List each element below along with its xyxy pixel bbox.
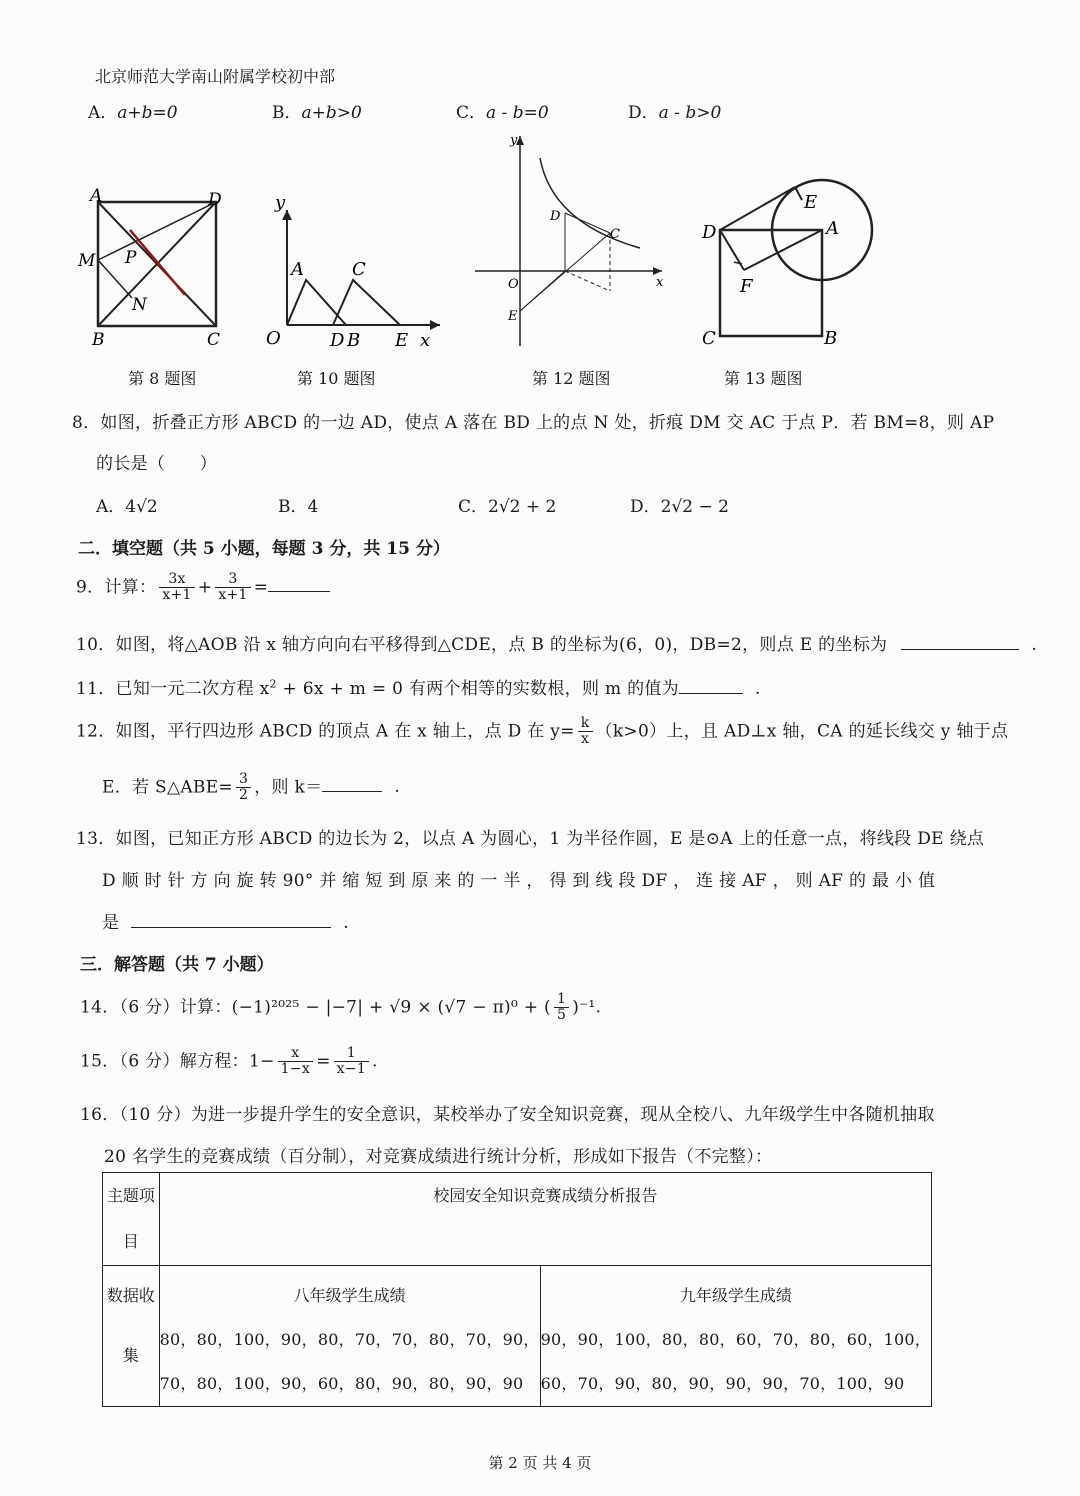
fig13-label-c: C — [702, 328, 716, 349]
row1-label: 主题项目 — [103, 1173, 160, 1266]
q12-line2: E．若 S△ABE= $\frac{3}{2}$ ，则 k＝ . — [102, 771, 401, 804]
report-table — [102, 1172, 932, 1407]
fig10-label-e: E — [395, 330, 409, 351]
q13-line2: D 顺 时 针 方 向 旋 转 90° 并 缩 短 到 原 来 的 一 半 ， 得 到 线 段 DF ， 连 接 AF ， 则 AF 的 最 小 值 — [102, 871, 936, 891]
grade9-cell — [540, 1266, 931, 1407]
q13-answer-blank[interactable] — [131, 927, 331, 928]
fig8-label-a: A — [90, 186, 103, 206]
report-data-row — [103, 1266, 932, 1407]
fig10-label-y: y — [275, 192, 286, 213]
fig12-label-d: D — [550, 209, 561, 224]
fig10-label-x: x — [420, 330, 431, 351]
figure-10 — [258, 190, 448, 355]
section-3-title: 三．解答题（共 7 小题） — [80, 955, 274, 975]
q12-line1: 12．如图，平行四边形 ABCD 的顶点 A 在 x 轴上，点 D 在 y= $\frac{k}{x}$ （k>0）上，且 AD⊥x 轴，CA 的延长线交 y 轴于点 — [76, 715, 1009, 748]
grade9-scores-line2: 60，70，90，80，90，90，90，70，100，90 — [540, 1374, 905, 1393]
q8-line2: 的长是（ ） — [96, 454, 218, 474]
fig12-caption: 第 12 题图 — [532, 369, 611, 388]
row2-label: 数据收集 — [103, 1266, 160, 1407]
grade9-title: 九年级学生成绩 — [679, 1286, 792, 1305]
report-title: 校园安全知识竞赛成绩分析报告 — [159, 1173, 931, 1266]
fig10-label-c: C — [352, 259, 366, 280]
fig13-label-b: B — [824, 328, 838, 349]
q7-option-c: C．a - b=0 — [456, 103, 549, 123]
fig8-label-n: N — [132, 295, 147, 315]
fig12-label-o: O — [508, 277, 519, 292]
q10: 10．如图，将△AOB 沿 x 轴方向向右平移得到△CDE，点 B 的坐标为(6，0)，DB=2，则点 E 的坐标为 . — [76, 635, 1038, 655]
fig13-label-d: D — [702, 222, 717, 243]
fig13-label-e: E — [804, 192, 818, 213]
q11-answer-blank[interactable] — [679, 693, 743, 694]
fig8-label-c: C — [207, 330, 221, 350]
q15: 15．（6 分）解方程：1− $\frac{x}{1-x}$ = $\frac{1}{x-1}$ . — [80, 1045, 378, 1078]
fig12-label-e: E — [508, 309, 518, 324]
q7-option-b: B．a+b>0 — [272, 103, 362, 123]
fig12-label-x: x — [656, 275, 664, 290]
fig10-label-d: D — [330, 330, 345, 351]
q8-option-a: A．4√2 — [96, 497, 158, 517]
figure-8 — [70, 180, 240, 355]
q14: 14．（6 分）计算：(−1)²⁰²⁵ − |−7| + √9 × (√7 − π)⁰ + ( $\frac{1}{5}$ )⁻¹. — [80, 991, 602, 1024]
grade9-scores-line1: 90，90，100，80，80，60，70，80，60，100， — [540, 1330, 931, 1349]
q7-option-d: D．a - b>0 — [628, 103, 722, 123]
q8-option-d: D．2√2 − 2 — [630, 497, 729, 517]
q7-option-a: A．a+b=0 — [88, 103, 178, 123]
fig10-label-o: O — [266, 328, 281, 349]
fig8-label-p: P — [125, 248, 137, 268]
school-name: 北京师范大学南山附属学校初中部 — [95, 67, 336, 86]
grade8-title: 八年级学生成绩 — [293, 1286, 406, 1305]
report-header-row — [103, 1173, 932, 1266]
q8-option-c: C．2√2 + 2 — [458, 497, 557, 517]
grade8-cell — [159, 1266, 540, 1407]
fig8-caption: 第 8 题图 — [128, 369, 197, 388]
fig8-label-d: D — [208, 190, 222, 210]
q13-line3: 是 . — [102, 913, 350, 933]
q8-option-b: B．4 — [278, 497, 319, 517]
fig10-caption: 第 10 题图 — [297, 369, 376, 388]
fig10-label-b: B — [347, 330, 361, 351]
q13-line1: 13．如图，已知正方形 ABCD 的边长为 2，以点 A 为圆心，1 为半径作圆，E 是⊙A 上的任意一点，将线段 DE 绕点 — [76, 829, 985, 849]
q16-line1: 16．（10 分）为进一步提升学生的安全意识，某校举办了安全知识竞赛，现从全校八、九年级学生中各随机抽取 — [80, 1105, 935, 1125]
grade8-scores-line2: 70，80，100，90，60，80，90，80，90，90 — [159, 1374, 524, 1393]
q11: 11．已知一元二次方程 $x^2 + 6x + m = 0$ 有两个相等的实数根，则 m 的值为 . — [76, 677, 761, 699]
grade8-scores-line1: 80，80，100，90，80，70，70，80，70，90， — [159, 1330, 540, 1349]
q12-answer-blank[interactable] — [322, 791, 382, 792]
q9-answer-blank[interactable] — [268, 591, 330, 592]
figure-13 — [692, 170, 892, 355]
fig12-label-y: y — [510, 133, 518, 148]
fig8-label-m: M — [78, 251, 96, 271]
q9: 9．计算： $\frac{3x}{x+1}$ + $\frac{3}{x+1}$ = — [76, 572, 330, 604]
fig13-label-f: F — [740, 276, 753, 297]
q16-line2: 20 名学生的竞赛成绩（百分制），对竞赛成绩进行统计分析，形成如下报告（不完整）： — [104, 1147, 773, 1167]
fig13-label-a: A — [826, 218, 839, 239]
q8-line1: 8．如图，折叠正方形 ABCD 的一边 AD，使点 A 落在 BD 上的点 N 处，折痕 DM 交 AC 于点 P．若 BM=8，则 AP — [72, 413, 995, 433]
fig13-caption: 第 13 题图 — [724, 369, 803, 388]
q10-answer-blank[interactable] — [901, 649, 1019, 650]
page-footer: 第 2 页 共 4 页 — [488, 1454, 592, 1472]
section-2-title: 二．填空题（共 5 小题，每题 3 分，共 15 分） — [78, 539, 450, 559]
fig8-label-b: B — [92, 330, 105, 350]
figure-12 — [470, 128, 670, 350]
fig12-label-c: C — [610, 227, 620, 242]
fig10-label-a: A — [291, 259, 304, 280]
